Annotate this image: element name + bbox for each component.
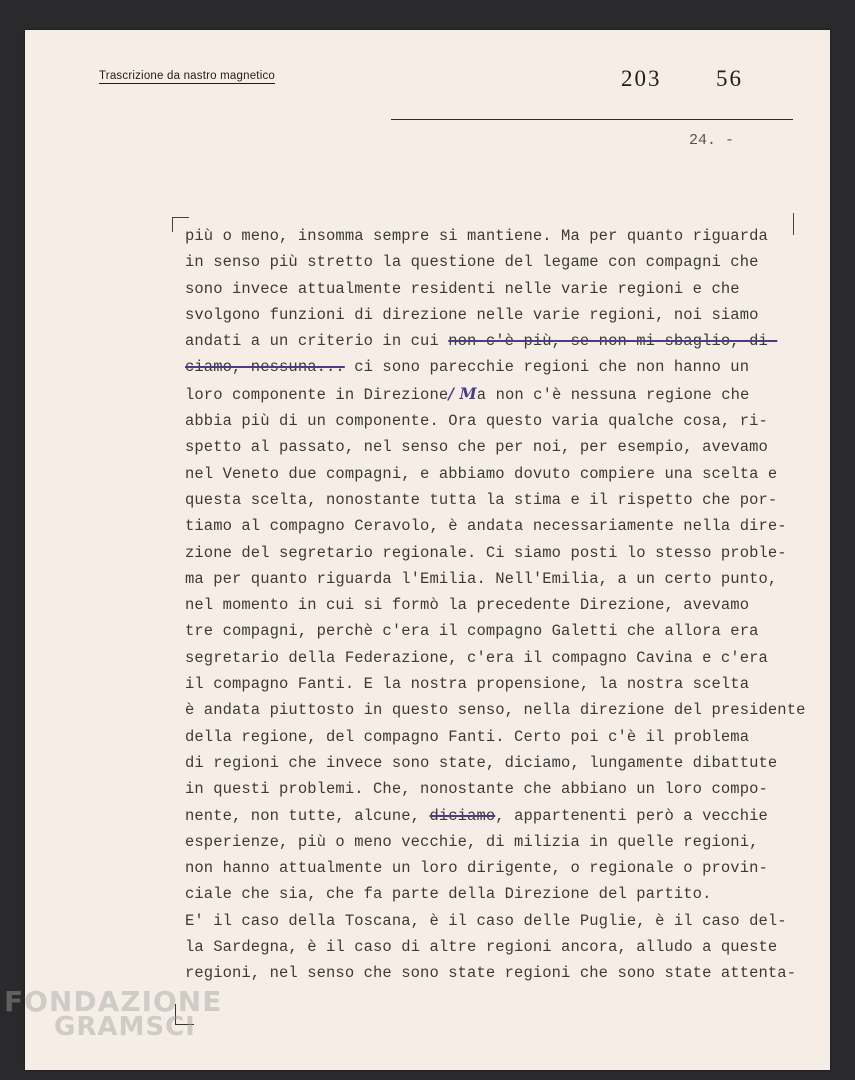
text-line-with-strikeout bbox=[185, 354, 810, 380]
text-line: ciale che sia, che fa parte della Direzione del partito. bbox=[185, 885, 712, 904]
text-line: il compagno Fanti. E la nostra propensione, la nostra scelta bbox=[185, 675, 750, 694]
text-line: la Sardegna, è il caso di altre regioni ancora, alludo a queste bbox=[185, 938, 778, 957]
text-line: tiamo al compagno Ceravolo, è andata necessariamente nella dire- bbox=[185, 517, 787, 536]
text-line: abbia più di un componente. Ora questo varia qualche cosa, ri- bbox=[185, 412, 768, 431]
text-line: zione del segretario regionale. Ci siamo posti lo stesso proble- bbox=[185, 543, 787, 562]
text-fragment: ci sono parecchie regioni che non hanno un bbox=[344, 358, 750, 377]
archive-number-secondary: 56 bbox=[716, 66, 743, 91]
text-line: segretario della Federazione, c'era il compagno Cavina e c'era bbox=[185, 648, 768, 667]
text-fragment: a non c'è nessuna regione che bbox=[476, 385, 750, 404]
text-fragment: andati a un criterio in cui bbox=[185, 332, 449, 351]
struck-text: non c'è più, se non mi sbaglio, di- bbox=[448, 332, 778, 351]
handwritten-correction: / M bbox=[448, 383, 477, 403]
watermark-logo: FONDAZIONE bbox=[4, 985, 223, 1018]
text-line: in questi problemi. Che, nonostante che abbiano un loro compo- bbox=[185, 780, 768, 799]
text-line: nel Veneto due compagni, e abbiamo dovuto compiere una scelta e bbox=[185, 464, 778, 483]
text-line: tre compagni, perchè c'era il compagno Galetti che allora era bbox=[185, 622, 759, 641]
archive-number-primary: 203 bbox=[621, 66, 662, 91]
text-line-with-handwritten-correction bbox=[185, 381, 810, 408]
transcript-body bbox=[185, 223, 810, 987]
text-line: svolgono funzioni di direzione nelle varie regioni, noi siamo bbox=[185, 305, 759, 324]
text-line: ma per quanto riguarda l'Emilia. Nell'Emilia, a un certo punto, bbox=[185, 569, 778, 588]
text-line: della regione, del compagno Fanti. Certo poi c'è il problema bbox=[185, 727, 750, 746]
document-page bbox=[25, 30, 830, 1070]
header-rule bbox=[391, 119, 793, 120]
text-line: in senso più stretto la questione del legame con compagni che bbox=[185, 253, 759, 272]
struck-text: diciamo bbox=[429, 806, 496, 825]
text-line: non hanno attualmente un loro dirigente, o regionale o provin- bbox=[185, 859, 768, 878]
text-line: regioni, nel senso che sono state regioni che sono state attenta- bbox=[185, 964, 797, 983]
text-fragment: nente, non tutte, alcune, bbox=[185, 806, 430, 825]
text-line-with-strikeout bbox=[185, 803, 810, 829]
text-line-with-strikeout bbox=[185, 328, 810, 354]
watermark-logo-secondary: GRAMSCI bbox=[54, 1012, 196, 1042]
document-header-label: Trascrizione da nastro magnetico bbox=[99, 70, 275, 82]
text-line: nel momento in cui si formò la precedente Direzione, avevamo bbox=[185, 596, 750, 615]
text-line: è andata piuttosto in questo senso, nella direzione del presidente bbox=[185, 701, 806, 720]
text-fragment: , appartenenti però a vecchie bbox=[495, 806, 768, 825]
text-line: sono invece attualmente residenti nelle varie regioni e che bbox=[185, 279, 740, 298]
text-line: esperienze, più o meno vecchie, di milizia in quelle regioni, bbox=[185, 832, 759, 851]
text-line: questa scelta, nonostante tutta la stima e il rispetto che por- bbox=[185, 490, 778, 509]
text-line: E' il caso della Toscana, è il caso delle Puglie, è il caso del- bbox=[185, 911, 787, 930]
struck-text: ciamo, nessuna... bbox=[185, 358, 345, 377]
text-fragment: loro componente in Direzione bbox=[185, 385, 449, 404]
text-line: di regioni che invece sono state, diciamo, lungamente dibattute bbox=[185, 753, 778, 772]
text-line: più o meno, insomma sempre si mantiene. Ma per quanto riguarda bbox=[185, 227, 768, 245]
page-number: 24. - bbox=[689, 132, 735, 149]
text-line: spetto al passato, nel senso che per noi, per esempio, avevamo bbox=[185, 438, 768, 457]
